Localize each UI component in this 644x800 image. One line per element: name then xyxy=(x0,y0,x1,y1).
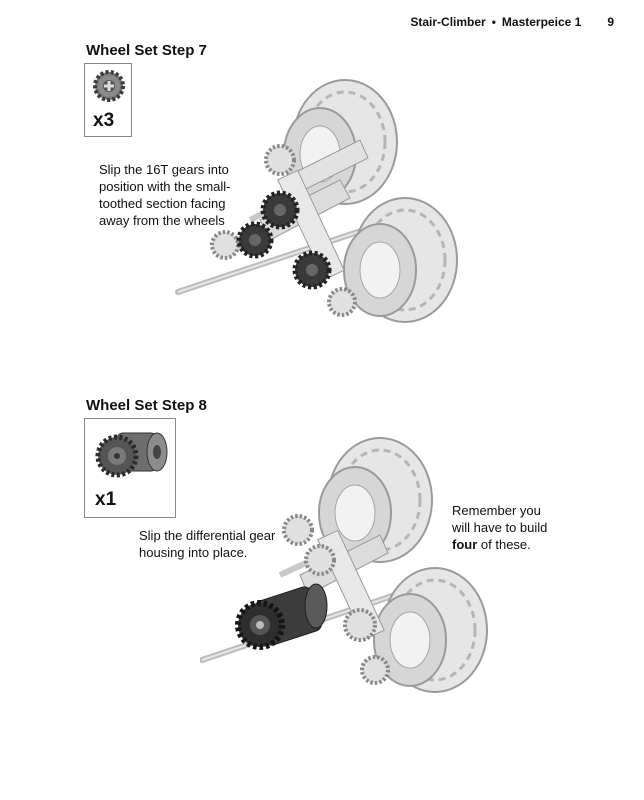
caption-line: housing into place. xyxy=(139,545,248,560)
caption-line: toothed section facing xyxy=(99,196,226,211)
caption-line: away from the wheels xyxy=(99,213,225,228)
step-7-title: Wheel Set Step 7 xyxy=(86,42,207,59)
step-7-assembly-illustration xyxy=(170,70,470,340)
note-line-3-rest: of these. xyxy=(477,537,531,552)
header-bullet: • xyxy=(491,15,496,29)
gear-icon xyxy=(92,69,126,103)
header-section: Masterpeice 1 xyxy=(501,15,582,29)
note-line-2: will have to build xyxy=(452,520,548,535)
caption-line: Slip the differential gear xyxy=(139,528,276,543)
note-emphasis: four xyxy=(452,537,478,552)
differential-icon xyxy=(93,423,169,483)
step-7-quantity: x3 xyxy=(93,110,115,131)
header-title: Stair-Climber xyxy=(410,15,486,29)
running-header xyxy=(410,15,614,29)
note-line-1: Remember you xyxy=(452,503,541,518)
caption-line: position with the small- xyxy=(99,179,231,194)
page-number: 9 xyxy=(607,15,614,29)
differential-housing xyxy=(238,584,327,647)
caption-line: Slip the 16T gears into xyxy=(99,162,229,177)
step-8-quantity: x1 xyxy=(95,489,117,510)
step-8-parts-box xyxy=(84,418,176,518)
step-8-assembly-illustration xyxy=(200,425,500,705)
step-8-title: Wheel Set Step 8 xyxy=(86,397,207,414)
step-7-parts-box xyxy=(84,63,132,137)
